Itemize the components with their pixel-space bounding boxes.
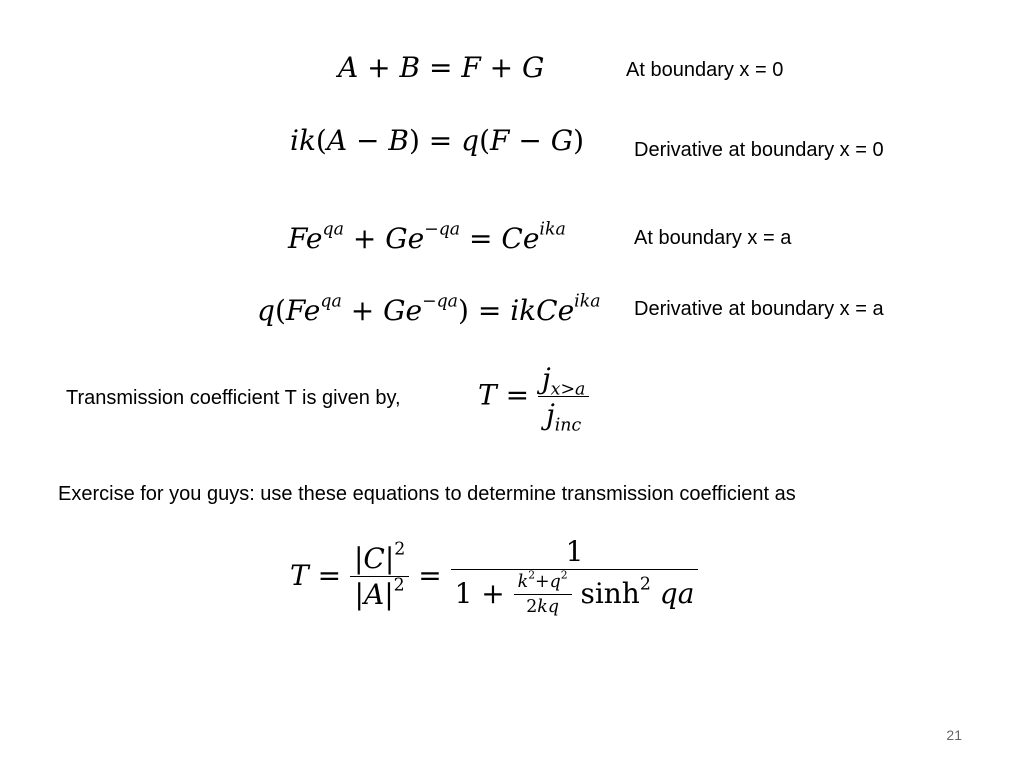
- label-boundary-xa: At boundary x = a: [634, 227, 792, 249]
- fraction-amplitude-ratio: $\frac{|C|^2}{|A|^2}$: [350, 545, 409, 609]
- equation-derivative-x0: ik(A − B) = q(F − G): [290, 124, 585, 157]
- fraction-current-ratio: $\frac{j_{x>a}}{j_{inc}}$: [538, 365, 589, 429]
- equation-transmission-result: T = $\frac{|C|^2}{|A|^2}$ = 1 1 + $\frac{k^2+q^2}{2kq}$ $\sinh^2$ qa: [290, 538, 698, 617]
- fraction-k-q-ratio: $\frac{k^2+q^2}{2kq}$: [514, 574, 572, 617]
- label-derivative-x0: Derivative at boundary x = 0: [634, 139, 884, 161]
- label-derivative-xa: Derivative at boundary x = a: [634, 298, 884, 320]
- fraction-transmission-closed-form: 1 1 + $\frac{k^2+q^2}{2kq}$ $\sinh^2$ qa: [451, 538, 699, 617]
- equation-derivative-xa: $q(Fe^{qa} + Ge^{-qa})$ = ikCe$^{ika}$: [257, 291, 601, 327]
- page-number: 21: [946, 727, 962, 743]
- label-transmission-intro: Transmission coefficient T is given by,: [66, 387, 401, 409]
- equation-boundary-xa: $Fe^{qa} + Ge^{-qa} = Ce^{ika}$: [288, 219, 566, 255]
- label-boundary-x0: At boundary x = 0: [626, 59, 784, 81]
- label-exercise: Exercise for you guys: use these equations to determine transmission coefficient as: [58, 483, 796, 505]
- equation-transmission-definition: T = $\frac{j_{x>a}}{j_{inc}}$: [478, 365, 589, 429]
- equation-boundary-x0: A + B = F + G: [338, 51, 545, 84]
